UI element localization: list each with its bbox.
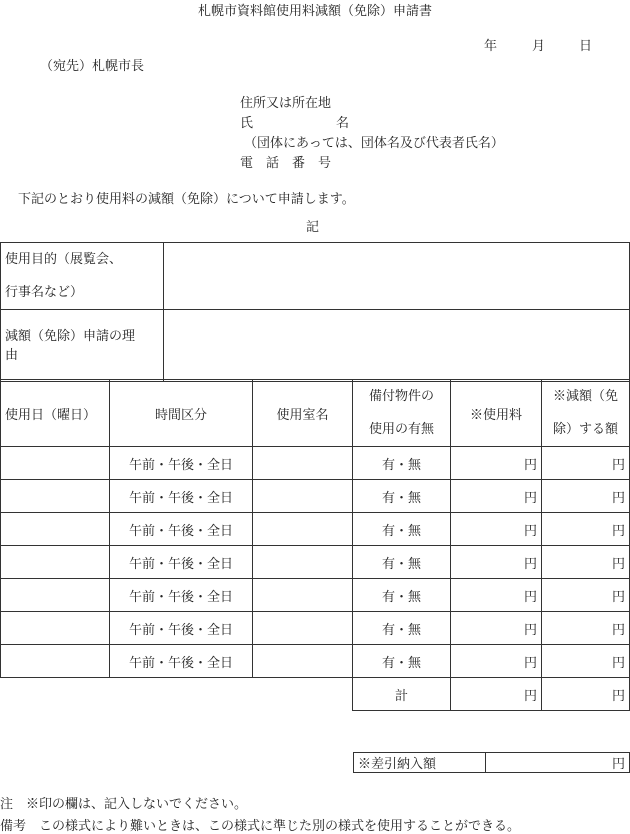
applicant-address-label: 住所又は所在地 — [240, 96, 332, 111]
total-label: 計 — [353, 678, 451, 711]
usage-equipment-cell[interactable]: 有・無 — [353, 579, 451, 612]
usage-reduction-cell[interactable]: 円 — [542, 579, 630, 612]
purpose-label-line2: 行事名など） — [5, 285, 84, 300]
usage-fee-cell[interactable]: 円 — [451, 612, 542, 645]
reason-label — [1, 310, 164, 382]
reason-label-line2: 由 — [5, 347, 19, 363]
usage-time-cell[interactable]: 午前・午後・全日 — [110, 612, 253, 645]
usage-rows — [1, 447, 630, 678]
reason-label-line1: 減額（免除）申請の理 — [5, 328, 136, 344]
usage-time-cell[interactable]: 午前・午後・全日 — [110, 513, 253, 546]
usage-time-cell[interactable]: 午前・午後・全日 — [110, 579, 253, 612]
applicant-name-label-a: 氏 — [240, 116, 254, 131]
usage-date-cell[interactable] — [1, 612, 110, 645]
header-reduction — [542, 380, 630, 447]
usage-time-cell[interactable]: 午前・午後・全日 — [110, 645, 253, 678]
usage-reduction-cell[interactable]: 円 — [542, 447, 630, 480]
header-reduction-line1: ※減額（免 — [552, 389, 618, 404]
header-equipment — [353, 380, 451, 447]
usage-reduction-cell[interactable]: 円 — [542, 612, 630, 645]
usage-time-cell[interactable]: 午前・午後・全日 — [110, 447, 253, 480]
header-fee: ※使用料 — [451, 380, 542, 447]
usage-equipment-cell[interactable]: 有・無 — [353, 546, 451, 579]
usage-row — [1, 513, 630, 546]
usage-row — [1, 645, 630, 678]
usage-room-cell[interactable] — [253, 612, 353, 645]
usage-equipment-cell[interactable]: 有・無 — [353, 447, 451, 480]
usage-row — [1, 447, 630, 480]
usage-row — [1, 480, 630, 513]
payment-table — [353, 752, 630, 773]
year-label: 年 — [484, 39, 498, 54]
usage-room-cell[interactable] — [253, 480, 353, 513]
applicant-name-label-b: 名 — [336, 116, 350, 131]
note-text: 注 ※印の欄は、記入しないでください。 — [0, 797, 248, 812]
usage-room-cell[interactable] — [253, 513, 353, 546]
usage-date-cell[interactable] — [1, 579, 110, 612]
header-time: 時間区分 — [110, 380, 253, 447]
usage-table — [0, 379, 630, 711]
purpose-label — [1, 243, 164, 310]
usage-date-cell[interactable] — [1, 513, 110, 546]
usage-time-cell[interactable]: 午前・午後・全日 — [110, 546, 253, 579]
header-equipment-line2: 使用の有無 — [368, 422, 434, 437]
applicant-name-note: （団体にあっては、団体名及び代表者氏名） — [244, 136, 504, 151]
usage-fee-cell[interactable]: 円 — [451, 480, 542, 513]
purpose-label-line1: 使用目的（展覧会、 — [5, 252, 123, 267]
purpose-field[interactable] — [164, 243, 630, 310]
ki-label: 記 — [306, 220, 320, 235]
total-blank-room — [253, 678, 353, 711]
usage-fee-cell[interactable]: 円 — [451, 546, 542, 579]
usage-date-cell[interactable] — [1, 480, 110, 513]
usage-fee-cell[interactable]: 円 — [451, 645, 542, 678]
header-row — [1, 380, 630, 447]
header-equipment-line1: 備付物件の — [368, 389, 434, 404]
usage-fee-cell[interactable]: 円 — [451, 513, 542, 546]
purpose-reason-table — [0, 242, 630, 382]
usage-equipment-cell[interactable]: 有・無 — [353, 480, 451, 513]
usage-equipment-cell[interactable]: 有・無 — [353, 513, 451, 546]
total-fee[interactable]: 円 — [451, 678, 542, 711]
usage-reduction-cell[interactable]: 円 — [542, 645, 630, 678]
month-label: 月 — [532, 39, 546, 54]
reason-field[interactable] — [164, 310, 630, 382]
usage-fee-cell[interactable]: 円 — [451, 447, 542, 480]
usage-equipment-cell[interactable]: 有・無 — [353, 645, 451, 678]
usage-room-cell[interactable] — [253, 645, 353, 678]
addressee: （宛先）札幌市長 — [40, 59, 145, 74]
remark-text: 備考 この様式により難いときは、この様式に準じた別の様式を使用することができる。 — [0, 819, 521, 834]
usage-date-cell[interactable] — [1, 645, 110, 678]
usage-row — [1, 579, 630, 612]
usage-date-cell[interactable] — [1, 546, 110, 579]
usage-room-cell[interactable] — [253, 579, 353, 612]
usage-row — [1, 546, 630, 579]
total-blank-time — [110, 678, 253, 711]
usage-row — [1, 612, 630, 645]
usage-time-cell[interactable]: 午前・午後・全日 — [110, 480, 253, 513]
usage-room-cell[interactable] — [253, 447, 353, 480]
usage-fee-cell[interactable]: 円 — [451, 579, 542, 612]
form-title: 札幌市資料館使用料減額（免除）申請書 — [197, 4, 432, 19]
usage-reduction-cell[interactable]: 円 — [542, 546, 630, 579]
day-label: 日 — [579, 39, 593, 54]
usage-room-cell[interactable] — [253, 546, 353, 579]
payment-amount[interactable]: 円 — [486, 753, 630, 773]
header-reduction-line2: 除）する額 — [552, 422, 618, 437]
usage-reduction-cell[interactable]: 円 — [542, 513, 630, 546]
intro-text: 下記のとおり使用料の減額（免除）について申請します。 — [18, 192, 355, 207]
total-reduction[interactable]: 円 — [542, 678, 630, 711]
total-row — [1, 678, 630, 711]
header-date: 使用日（曜日） — [1, 380, 110, 447]
payment-label: ※差引納入額 — [354, 753, 486, 773]
header-room: 使用室名 — [253, 380, 353, 447]
usage-reduction-cell[interactable]: 円 — [542, 480, 630, 513]
total-blank-date — [1, 678, 110, 711]
usage-equipment-cell[interactable]: 有・無 — [353, 612, 451, 645]
applicant-phone-label: 電 話 番 号 — [240, 156, 332, 171]
usage-date-cell[interactable] — [1, 447, 110, 480]
